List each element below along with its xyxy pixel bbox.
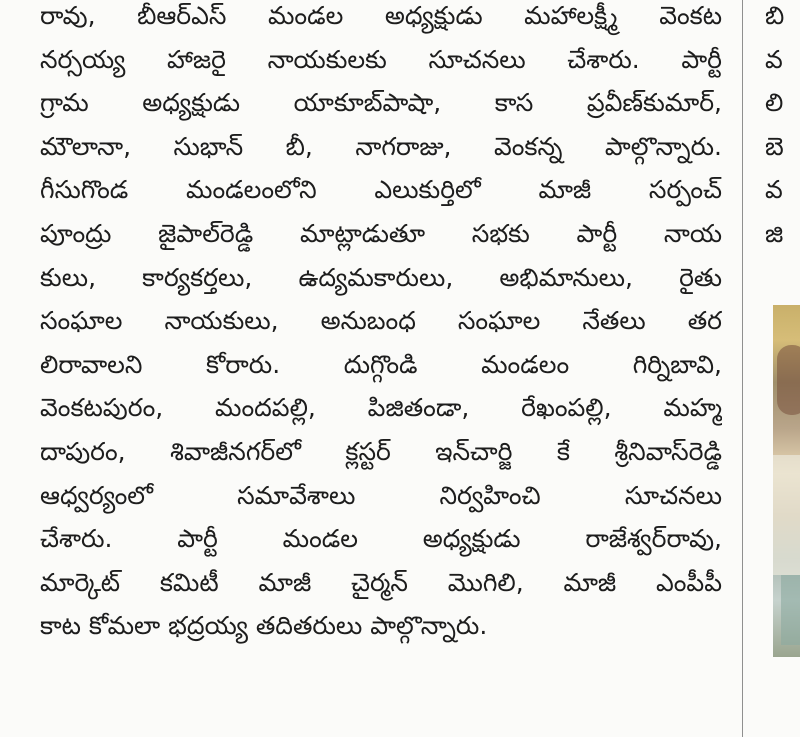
adjacent-column-text — [765, 0, 800, 256]
adjacent-line: వ — [765, 175, 783, 205]
article-line: లిరావాలని కోరారు. దుగ్గొండి మండలం గిర్నిబావి, — [40, 349, 722, 379]
article-line: గీసుగొండ మండలంలోని ఎలుకుర్తిలో మాజీ సర్పంచ్ — [40, 175, 722, 205]
article-line: కులు, కార్యకర్తలు, ఉద్యమకారులు, అభిమానులు, రైతు — [40, 262, 722, 292]
article-line: దాపురం, శివాజీనగర్‌లో క్లస్టర్ ఇన్‌చార్జి కే శ్రీనివాస్‌రెడ్డి — [40, 436, 722, 466]
article-line: గ్రామ అధ్యక్షుడు యాకూబ్‌పాషా, కాస ప్రవీణ్‌కుమార్, — [40, 88, 722, 118]
adjacent-line: బె — [765, 131, 784, 161]
photo-shape — [781, 575, 800, 645]
article-line: కాట కోమలా భద్రయ్య తదితరులు పాల్గొన్నారు. — [40, 611, 488, 641]
article-line: మార్కెట్ కమిటీ మాజీ చైర్మన్ మొగిలి, మాజీ ఎంపీపీ — [40, 567, 722, 597]
article-line: మౌలానా, సుభాన్ బీ, నాగరాజు, వెంకన్న పాల్గొన్నారు. — [40, 131, 722, 161]
adjacent-line: బి — [765, 1, 785, 30]
adjacent-column — [743, 0, 800, 737]
photo-shape — [773, 455, 800, 575]
article-line: చేశారు. పార్టీ మండల అధ్యక్షుడు రాజేశ్వర్‌రావు, — [40, 524, 722, 554]
article-line: రావు, బీఆర్ఎస్ మండల అధ్యక్షుడు మహాలక్ష్మీ వెంకట — [40, 1, 722, 30]
adjacent-photo — [773, 305, 800, 657]
adjacent-line: లి — [765, 88, 784, 118]
photo-shape — [777, 345, 800, 415]
article-line: నర్సయ్య హాజరై నాయకులకు సూచనలు చేశారు. పార్టీ — [40, 44, 722, 74]
article-line: సంఘాల నాయకులు, అనుబంధ సంఘాల నేతలు తర — [40, 306, 722, 336]
article-line: వెంకటపురం, మందపల్లి, పిజితండా, రేఖంపల్లి, మహ్మ — [40, 393, 722, 423]
article-line: ఆధ్వర్యంలో సమావేశాలు నిర్వహించి సూచనలు — [40, 480, 722, 510]
adjacent-line: జి — [765, 218, 784, 248]
article-line: పూంద్రు జైపాల్‌రెడ్డి మాట్లాడుతూ సభకు పార్టీ నాయ — [40, 218, 722, 248]
adjacent-line: వ — [765, 44, 783, 74]
article-body — [40, 0, 722, 648]
